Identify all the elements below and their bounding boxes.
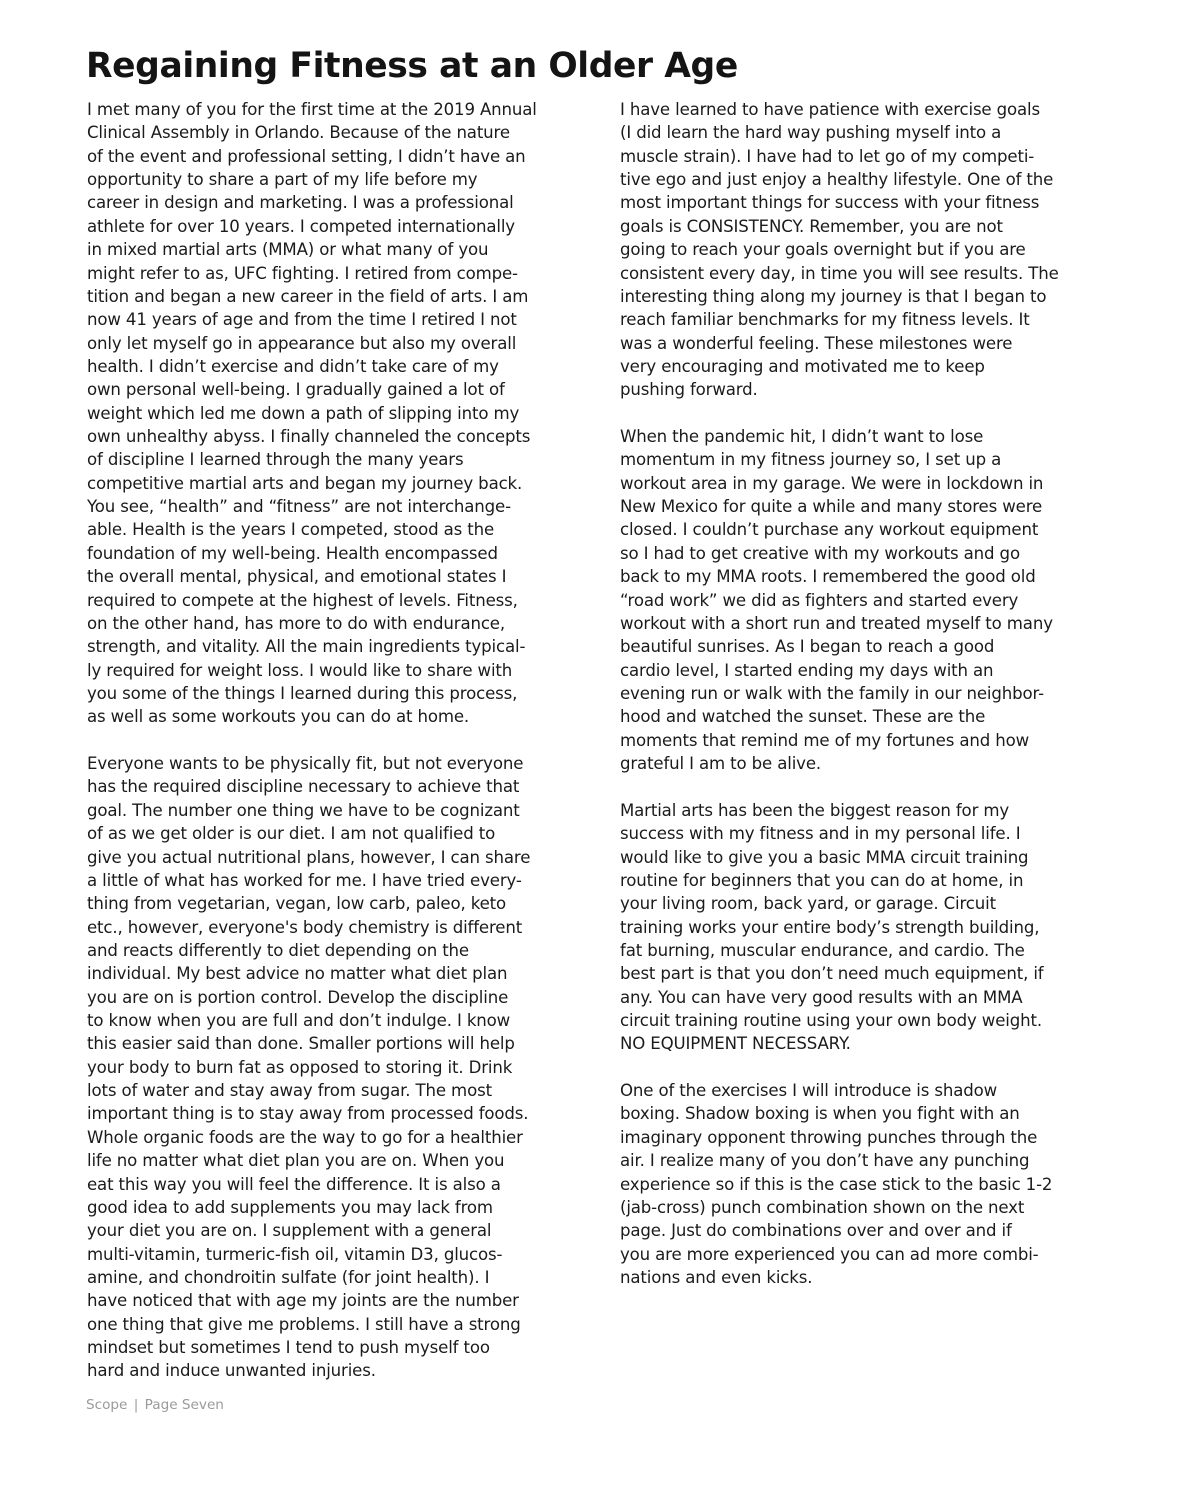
text-line: good idea to add supplements you may lack from — [87, 1197, 493, 1217]
text-line: Everyone wants to be physically fit, but not everyone — [87, 754, 524, 774]
text-line: able. Health is the years I competed, stood as the — [87, 520, 495, 540]
paragraph-gap — [87, 729, 587, 752]
text-line: health. I didn’t exercise and didn’t take care of my — [87, 356, 499, 376]
text-line: thing from vegetarian, vegan, low carb, paleo, keto — [87, 894, 507, 914]
text-line: consistent every day, in time you will see results. The — [620, 263, 1059, 283]
text-line: on the other hand, has more to do with endurance, — [87, 613, 505, 633]
paragraph-gap — [620, 402, 1120, 425]
text-line: only let myself go in appearance but also my overall — [87, 333, 517, 353]
text-line: goal. The number one thing we have to be cognizant — [87, 800, 520, 820]
text-line: individual. My best advice no matter what diet plan — [87, 964, 508, 984]
page-title: Regaining Fitness at an Older Age — [86, 46, 738, 86]
text-line: competitive martial arts and began my journey back. — [87, 473, 523, 493]
text-line: nations and even kicks. — [620, 1267, 813, 1287]
text-line: When the pandemic hit, I didn’t want to lose — [620, 427, 984, 447]
left-column — [87, 98, 587, 1383]
text-line: was a wonderful feeling. These milestones were — [620, 333, 1013, 353]
text-line: interesting thing along my journey is that I began to — [620, 286, 1047, 306]
text-line: circuit training routine using your own body weight. — [620, 1011, 1042, 1031]
text-line: success with my fitness and in my personal life. I — [620, 824, 1021, 844]
text-line: Whole organic foods are the way to go for a healthier — [87, 1127, 523, 1147]
text-line: own personal well-being. I gradually gained a lot of — [87, 380, 505, 400]
text-line: a little of what has worked for me. I have tried every- — [87, 870, 522, 890]
text-line: momentum in my fitness journey so, I set up a — [620, 450, 1002, 470]
text-line: your body to burn fat as opposed to storing it. Drink — [87, 1057, 513, 1077]
text-line: you are on is portion control. Develop the discipline — [87, 987, 509, 1007]
text-line: New Mexico for quite a while and many stores were — [620, 497, 1043, 517]
text-line: and reacts differently to diet depending on the — [87, 940, 469, 960]
text-line: one thing that give me problems. I still have a strong — [87, 1314, 521, 1334]
text-line: opportunity to share a part of my life before my — [87, 170, 478, 190]
text-line: back to my MMA roots. I remembered the good old — [620, 567, 1036, 587]
text-line: foundation of my well-being. Health encompassed — [87, 543, 498, 563]
text-line: routine for beginners that you can do at home, in — [620, 870, 1024, 890]
text-line: career in design and marketing. I was a professional — [87, 193, 514, 213]
text-line: mindset but sometimes I tend to push myself too — [87, 1338, 490, 1358]
text-line: evening run or walk with the family in our neighbor- — [620, 683, 1044, 703]
text-line: your diet you are on. I supplement with a general — [87, 1221, 492, 1241]
text-line: beautiful sunrises. As I began to reach a good — [620, 637, 995, 657]
text-line: so I had to get creative with my workouts and go — [620, 543, 1020, 563]
text-line: cardio level, I started ending my days with an — [620, 660, 994, 680]
text-line: as well as some workouts you can do at home. — [87, 707, 470, 727]
text-line: reach familiar benchmarks for my fitness levels. It — [620, 310, 1030, 330]
text-line: might refer to as, UFC fighting. I retired from compe- — [87, 263, 518, 283]
text-line: One of the exercises I will introduce is shadow — [620, 1081, 998, 1101]
text-line: tition and began a new career in the field of arts. I am — [87, 286, 529, 306]
text-line: any. You can have very good results with an MMA — [620, 987, 1023, 1007]
text-line: to know when you are full and don’t indulge. I know — [87, 1011, 511, 1031]
text-line: give you actual nutritional plans, however, I can share — [87, 847, 531, 867]
text-line: in mixed martial arts (MMA) or what many of you — [87, 240, 489, 260]
text-line: eat this way you will feel the difference. It is also a — [87, 1174, 501, 1194]
text-line: etc., however, everyone's body chemistry is different — [87, 917, 523, 937]
text-line: athlete for over 10 years. I competed internationally — [87, 216, 515, 236]
text-line: best part is that you don’t need much equipment, if — [620, 964, 1044, 984]
text-line: “road work” we did as fighters and started every — [620, 590, 1019, 610]
page-footer — [86, 1394, 224, 1416]
text-line: ly required for weight loss. I would like to share with — [87, 660, 513, 680]
text-line: air. I realize many of you don’t have any punching — [620, 1151, 1030, 1171]
text-line: You see, “health” and “fitness” are not interchange- — [87, 497, 511, 517]
text-line: tive ego and just enjoy a healthy lifestyle. One of the — [620, 170, 1054, 190]
text-line: weight which led me down a path of slipping into my — [87, 403, 520, 423]
text-line: workout with a short run and treated myself to many — [620, 613, 1053, 633]
paragraph-gap — [620, 1056, 1120, 1079]
text-line: of as we get older is our diet. I am not qualified to — [87, 824, 496, 844]
paragraph-gap — [620, 775, 1120, 798]
text-line: moments that remind me of my fortunes and how — [620, 730, 1030, 750]
footer-page-number: Page Seven — [144, 1397, 224, 1413]
text-line: grateful I am to be alive. — [620, 754, 822, 774]
text-line: you are more experienced you can ad more combi- — [620, 1244, 1039, 1264]
text-line: NO EQUIPMENT NECESSARY. — [620, 1034, 851, 1054]
footer-publication: Scope — [86, 1397, 128, 1413]
text-line: page. Just do combinations over and over and if — [620, 1221, 1012, 1241]
text-line: I met many of you for the first time at the 2019 Annual — [87, 100, 537, 119]
text-line: own unhealthy abyss. I finally channeled the concepts — [87, 427, 531, 447]
text-line: closed. I couldn’t purchase any workout equipment — [620, 520, 1039, 540]
text-line: going to reach your goals overnight but if you are — [620, 240, 1026, 260]
text-line: pushing forward. — [620, 380, 758, 400]
text-line: you some of the things I learned during this process, — [87, 683, 518, 703]
text-line: of discipline I learned through the many years — [87, 450, 464, 470]
text-line: (jab-cross) punch combination shown on the next — [620, 1197, 1025, 1217]
text-line: muscle strain). I have had to let go of my competi- — [620, 146, 1035, 166]
footer-separator: | — [133, 1397, 139, 1413]
text-line: this easier said than done. Smaller portions will help — [87, 1034, 515, 1054]
text-line: have noticed that with age my joints are the number — [87, 1291, 519, 1311]
text-line: has the required discipline necessary to achieve that — [87, 777, 520, 797]
text-line: boxing. Shadow boxing is when you fight with an — [620, 1104, 1020, 1124]
text-line: would like to give you a basic MMA circuit training — [620, 847, 1029, 867]
text-line: hard and induce unwanted injuries. — [87, 1361, 376, 1381]
text-line: Martial arts has been the biggest reason for my — [620, 800, 1010, 820]
text-line: training works your entire body’s strength building, — [620, 917, 1040, 937]
text-line: amine, and chondroitin sulfate (for joint health). I — [87, 1267, 490, 1287]
text-line: lots of water and stay away from sugar. The most — [87, 1081, 492, 1101]
text-line: workout area in my garage. We were in lockdown in — [620, 473, 1044, 493]
text-line: (I did learn the hard way pushing myself into a — [620, 123, 1002, 143]
text-line: life no matter what diet plan you are on. When you — [87, 1151, 505, 1171]
text-line: important thing is to stay away from processed foods. — [87, 1104, 529, 1124]
text-line: of the event and professional setting, I didn’t have an — [87, 146, 526, 166]
text-line: hood and watched the sunset. These are the — [620, 707, 986, 727]
text-line: imaginary opponent throwing punches through the — [620, 1127, 1038, 1147]
text-line: the overall mental, physical, and emotional states I — [87, 567, 507, 587]
text-line: required to compete at the highest of levels. Fitness, — [87, 590, 518, 610]
right-column — [620, 98, 1120, 1289]
text-line: goals is CONSISTENCY. Remember, you are not — [620, 216, 1003, 236]
text-line: your living room, back yard, or garage. Circuit — [620, 894, 996, 914]
text-line: now 41 years of age and from the time I retired I not — [87, 310, 517, 330]
text-line: multi-vitamin, turmeric-fish oil, vitamin D3, glucos- — [87, 1244, 503, 1264]
text-line: strength, and vitality. All the main ingredients typical- — [87, 637, 526, 657]
text-line: experience so if this is the case stick to the basic 1-2 — [620, 1174, 1053, 1194]
text-line: most important things for success with your fitness — [620, 193, 1040, 213]
text-line: Clinical Assembly in Orlando. Because of the nature — [87, 123, 510, 143]
text-line: very encouraging and motivated me to keep — [620, 356, 985, 376]
text-line: fat burning, muscular endurance, and cardio. The — [620, 940, 1025, 960]
text-line: I have learned to have patience with exercise goals — [620, 100, 1040, 119]
